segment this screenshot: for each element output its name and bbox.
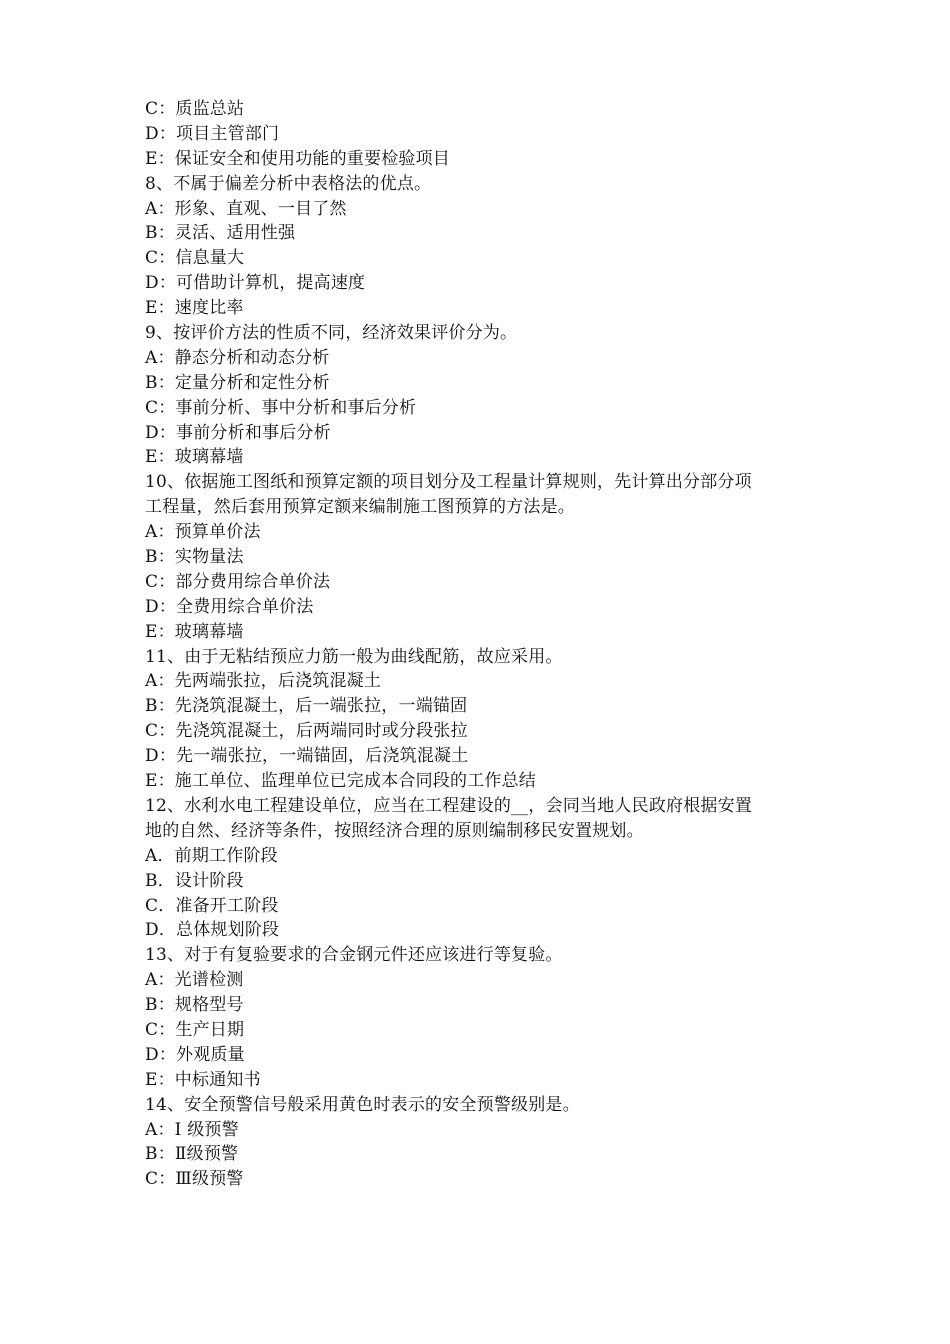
option-line: E：玻璃幕墙: [145, 447, 244, 468]
option-line: C：生产日期: [145, 1019, 245, 1040]
option-line: C．准备开工阶段: [145, 895, 279, 916]
option-line: D：事前分析和事后分析: [145, 422, 331, 443]
option-line: E：施工单位、监理单位已完成本合同段的工作总结: [145, 771, 537, 792]
question-line: 8、不属于偏差分析中表格法的优点。: [145, 173, 432, 194]
option-line: C：部分费用综合单价法: [145, 571, 331, 592]
option-line: B：灵活、适用性强: [145, 223, 296, 244]
option-line: D：项目主管部门: [145, 123, 280, 144]
option-line: B：先浇筑混凝土，后一端张拉，一端锚固: [145, 696, 468, 717]
question-line: 14、安全预警信号般采用黄色时表示的安全预警级别是。: [145, 1094, 580, 1115]
option-line: A：静态分析和动态分析: [145, 347, 330, 368]
option-line: A：先两端张拉，后浇筑混凝土: [145, 671, 382, 692]
option-line: D：全费用综合单价法: [145, 596, 314, 617]
option-line: E：速度比率: [145, 298, 244, 319]
option-line: C：质监总站: [145, 99, 245, 119]
option-line: C：事前分析、事中分析和事后分析: [145, 397, 417, 418]
option-line: A：光谱检测: [145, 970, 244, 991]
option-line: D：可借助计算机，提高速度: [145, 273, 366, 294]
option-line: D．总体规划阶段: [145, 920, 280, 941]
option-line: B：定量分析和定性分析: [145, 372, 330, 393]
question-line: 11、由于无粘结预应力筋一般为曲线配筋，故应采用。: [145, 646, 563, 667]
question-line: 13、对于有复验要求的合金钢元件还应该进行等复验。: [145, 945, 563, 966]
option-line: A：形象、直观、一目了然: [145, 198, 347, 219]
question-line: 12、水利水电工程建设单位，应当在工程建设的__，会同当地人民政府根据安置: [145, 795, 753, 816]
option-line: B：规格型号: [145, 995, 244, 1016]
option-line: D：先一端张拉，一端锚固，后浇筑混凝土: [145, 746, 469, 767]
option-line: A：预算单价法: [145, 522, 261, 543]
option-line: C：信息量大: [145, 248, 245, 269]
option-line: B：Ⅱ级预警: [145, 1144, 239, 1165]
option-line: C：Ⅲ级预警: [145, 1169, 244, 1190]
question-line: 9、按评价方法的性质不同，经济效果评价分为。: [145, 323, 518, 344]
question-line: 10、依据施工图纸和预算定额的项目划分及工程量计算规则，先计算出分部分项: [145, 472, 752, 493]
option-line: E：保证安全和使用功能的重要检验项目: [145, 148, 451, 169]
option-line: A．前期工作阶段: [145, 845, 278, 866]
question-line-continued: 工程量，然后套用预算定额来编制施工图预算的方法是。: [145, 497, 575, 518]
option-line: D：外观质量: [145, 1044, 245, 1065]
option-line: C：先浇筑混凝土，后两端同时或分段张拉: [145, 721, 468, 742]
question-line-continued: 地的自然、经济等条件，按照经济合理的原则编制移民安置规划。: [145, 820, 644, 841]
option-line: B．设计阶段: [145, 870, 244, 891]
option-line: A：I 级预警: [145, 1119, 239, 1140]
option-line: E：玻璃幕墙: [145, 621, 244, 642]
document-body: [145, 97, 810, 1192]
option-line: B：实物量法: [145, 547, 244, 568]
option-line: E：中标通知书: [145, 1069, 261, 1090]
